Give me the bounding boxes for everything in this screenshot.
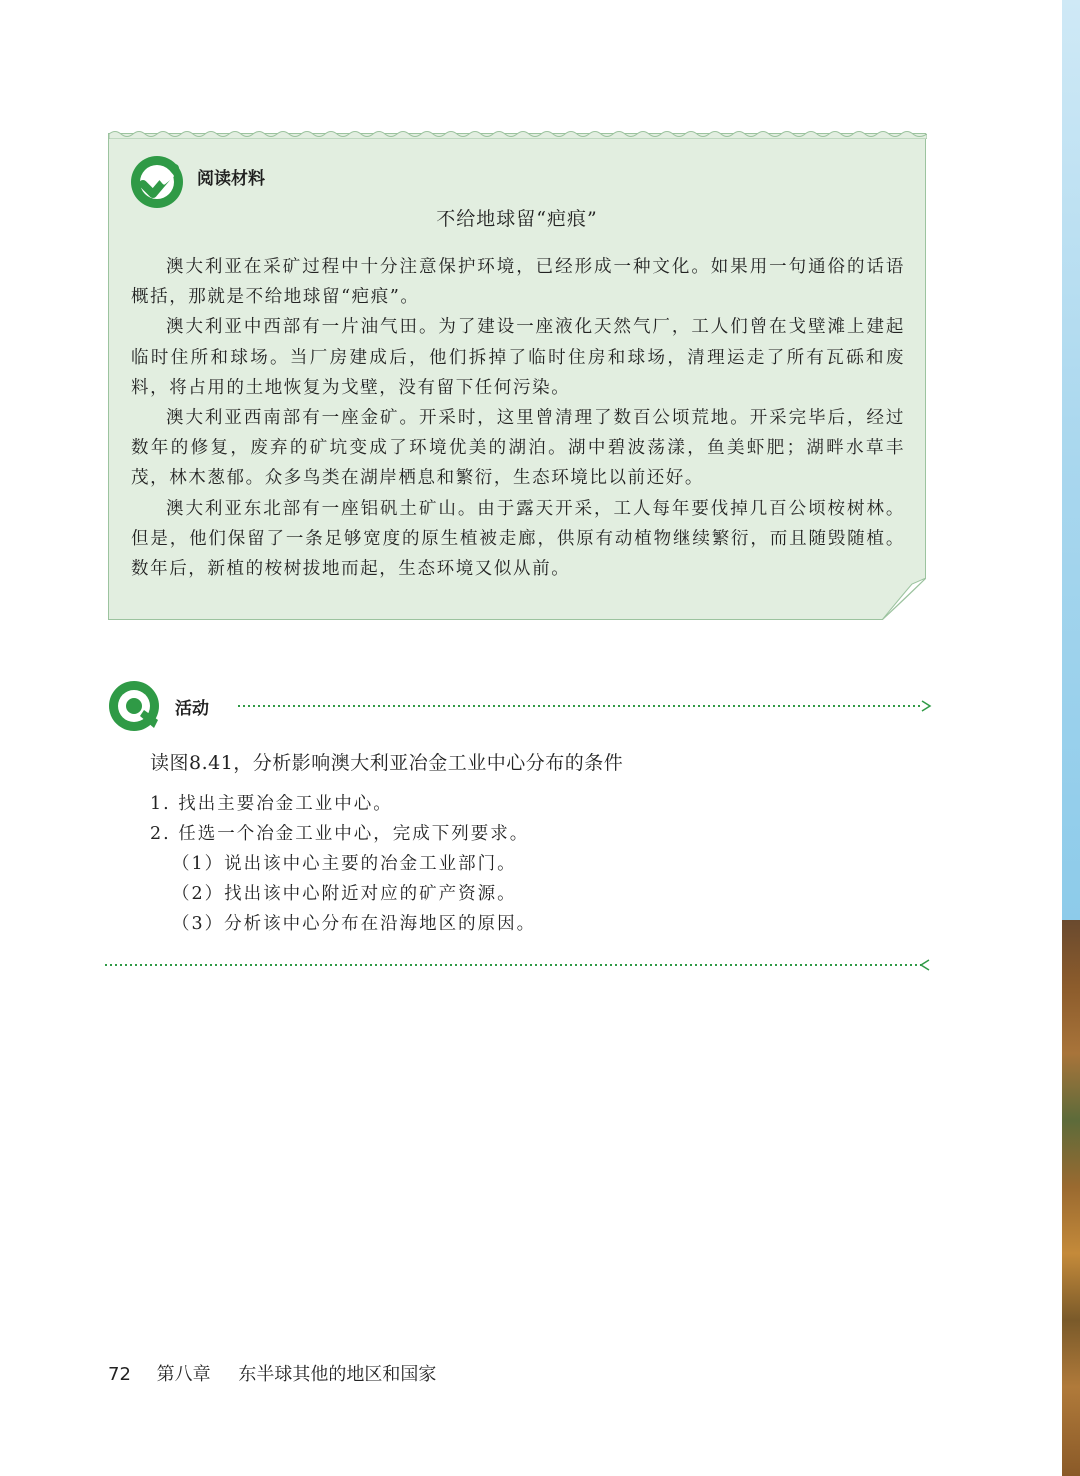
reading-paragraph: 澳大利亚东北部有一座铝矾土矿山。由于露天开采，工人每年要伐掉几百公顷桉树林。但是，他们保留了一条足够宽度的原生植被走廊，供原有动植物继续繁衍，而且随毁随植。数年后，新植的桉树拔地而起，生态环境又似从前。: [131, 498, 905, 580]
wavy-top-edge: [109, 129, 927, 139]
reading-paragraph: 澳大利亚在采矿过程中十分注意保护环境，已经形成一种文化。如果用一句通俗的话语概括，那就是不给地球留“疤痕”。: [131, 257, 905, 308]
reading-material-icon: [129, 154, 185, 210]
reading-material-box: [108, 133, 926, 620]
activity-subitem: （2）找出该中心附近对应的矿产资源。: [172, 884, 517, 904]
side-photo-strip: [1062, 0, 1080, 1476]
page-number: 72: [108, 1364, 131, 1385]
side-strip-sky: [1062, 0, 1080, 920]
activity-top-divider: [238, 700, 933, 712]
chapter-title: 东半球其他的地区和国家: [238, 1364, 437, 1385]
activity-heading: 读图8.41，分析影响澳大利亚冶金工业中心分布的条件: [150, 752, 624, 774]
page-curl-corner: [882, 578, 926, 620]
activity-list: [150, 789, 536, 939]
activity-item: 1. 找出主要冶金工业中心。: [150, 794, 393, 814]
reading-paragraph: 澳大利亚西南部有一座金矿。开采时，这里曾清理了数百公顷荒地。开采完毕后，经过数年的修复，废弃的矿坑变成了环境优美的湖泊。湖中碧波荡漾，鱼美虾肥；湖畔水草丰茂，林木葱郁。众多鸟类在湖岸栖息和繁衍，生态环境比以前还好。: [131, 408, 905, 489]
activity-subitem: （1）说出该中心主要的冶金工业部门。: [172, 854, 517, 874]
activity-icon: [108, 680, 160, 732]
activity-label: 活动: [175, 699, 209, 719]
activity-subitem: （3）分析该中心分布在沿海地区的原因。: [172, 914, 537, 934]
chapter-number: 第八章: [156, 1364, 211, 1385]
activity-bottom-divider: [105, 959, 933, 971]
page-footer: [108, 1360, 436, 1386]
reading-paragraph: 澳大利亚中西部有一片油气田。为了建设一座液化天然气厂，工人们曾在戈壁滩上建起临时住所和球场。当厂房建成后，他们拆掉了临时住房和球场，清理运走了所有瓦砾和废料，将占用的土地恢复为戈壁，没有留下任何污染。: [131, 317, 905, 398]
side-strip-landscape: [1062, 920, 1080, 1476]
reading-material-label: 阅读材料: [197, 169, 265, 189]
activity-item: 2. 任选一个冶金工业中心，完成下列要求。: [150, 824, 530, 844]
reading-body: [131, 252, 905, 584]
reading-title: 不给地球留“疤痕”: [436, 208, 598, 230]
